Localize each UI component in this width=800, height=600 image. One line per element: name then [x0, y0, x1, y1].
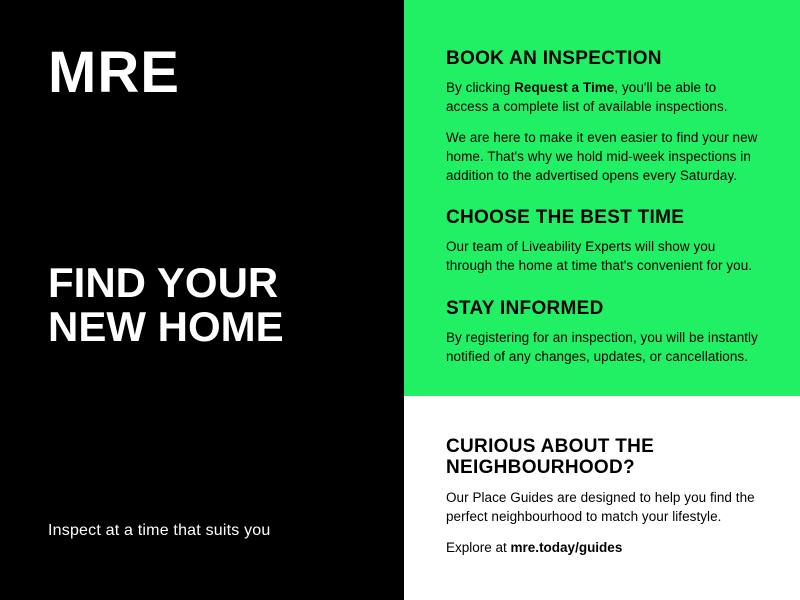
- headline-line-2: NEW HOME: [48, 303, 284, 350]
- section-title-curious-about-the-neighbourhood: [446, 436, 760, 479]
- section-title-book-an-inspection: BOOK AN INSPECTION: [446, 48, 662, 69]
- section-title-stay-informed: STAY INFORMED: [446, 297, 604, 319]
- request-a-time-emphasis: Request a Time: [514, 80, 615, 96]
- tagline: Inspect at a time that suits you: [48, 522, 271, 539]
- neighbourhood-title-line-1: CURIOUS ABOUT THE: [446, 436, 655, 457]
- right-column: [404, 0, 800, 600]
- paragraph-place-guides: Our Place Guides are designed to help you find the perfect neighbourhood to match your lifestyle.: [446, 489, 755, 524]
- paragraph-liveability-experts: Our team of Liveability Experts will show you through the home at time that's convenient for you.: [446, 239, 753, 274]
- headline-line-1: FIND YOUR: [48, 259, 279, 306]
- section-title-choose-the-best-time: CHOOSE THE BEST TIME: [446, 207, 685, 229]
- explore-prefix: Explore at: [446, 539, 511, 555]
- paragraph-suffix: , you'll be able to access a complete list of available inspections.: [446, 80, 728, 115]
- paragraph-midweek-inspections: We are here to make it even easier to find your new home. That's why we hold mid-week inspections in addition to the advertised opens every Saturday.: [446, 129, 758, 183]
- explore-line: [446, 538, 760, 557]
- place-guides-link[interactable]: mre.today/guides: [510, 539, 623, 555]
- inspection-info-panel: [404, 0, 800, 396]
- neighbourhood-title-line-2: NEIGHBOURHOOD?: [446, 457, 635, 479]
- brand-logo: MRE: [48, 40, 180, 105]
- page-title: [48, 259, 284, 350]
- paragraph-prefix: By clicking: [446, 80, 515, 96]
- neighbourhood-panel: [404, 396, 800, 600]
- paragraph-request-a-time: [446, 78, 760, 116]
- paragraph-notifications: By registering for an inspection, you will be instantly notified of any changes, updates, or cancellations.: [446, 329, 758, 365]
